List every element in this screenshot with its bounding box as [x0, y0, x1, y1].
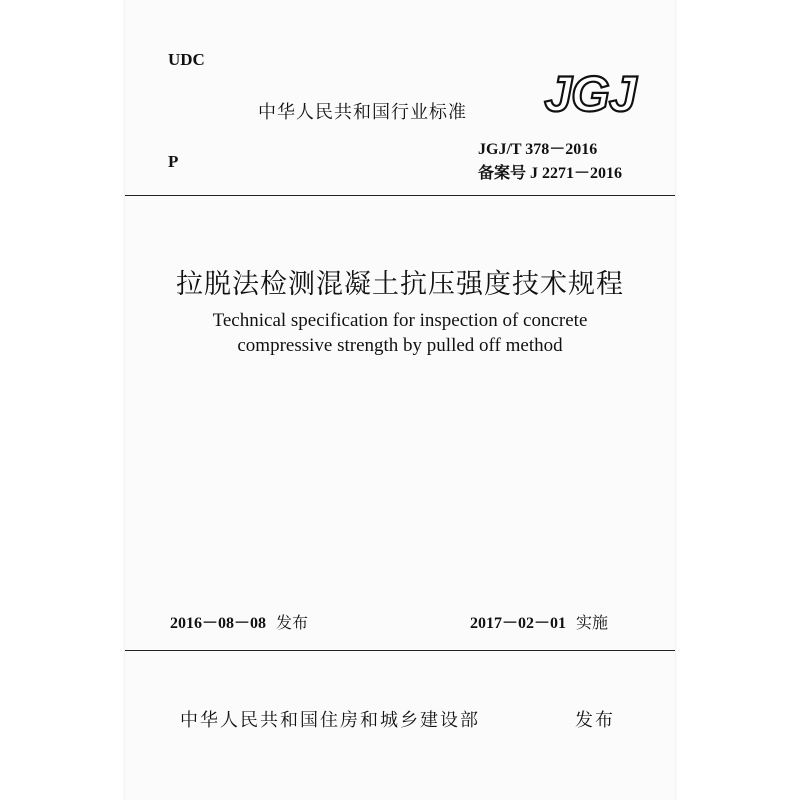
issue-word: 发布: [276, 613, 309, 632]
standard-type-heading: 中华人民共和国行业标准: [258, 102, 467, 123]
publisher: 中华人民共和国住房和城乡建设部: [180, 710, 480, 731]
implement-date-block: [470, 610, 608, 633]
udc-label: UDC: [168, 50, 205, 69]
issue-date-block: [170, 610, 308, 633]
implement-date: 2017－02－01: [470, 615, 567, 632]
logo-text: JGJ: [544, 66, 636, 120]
title-en-line-1: Technical specification for inspection of concrete: [212, 310, 588, 331]
standard-cover: [125, 0, 675, 800]
implement-word: 实施: [576, 613, 609, 632]
classification-label: P: [168, 152, 179, 171]
issue-date: 2016－08－08: [170, 615, 267, 632]
document-title-en: [125, 308, 675, 358]
title-en-line-2: compressive strength by pulled off method: [237, 335, 563, 356]
bottom-divider: [125, 650, 675, 651]
record-number: 备案号 J 2271－2016: [478, 165, 623, 182]
top-divider: [125, 195, 675, 196]
publisher-action: 发布: [575, 710, 615, 731]
document-title-cn: 拉脱法检测混凝土抗压强度技术规程: [176, 269, 624, 300]
standard-code: JGJ/T 378－2016: [478, 141, 598, 158]
jgj-logo: [540, 66, 640, 120]
